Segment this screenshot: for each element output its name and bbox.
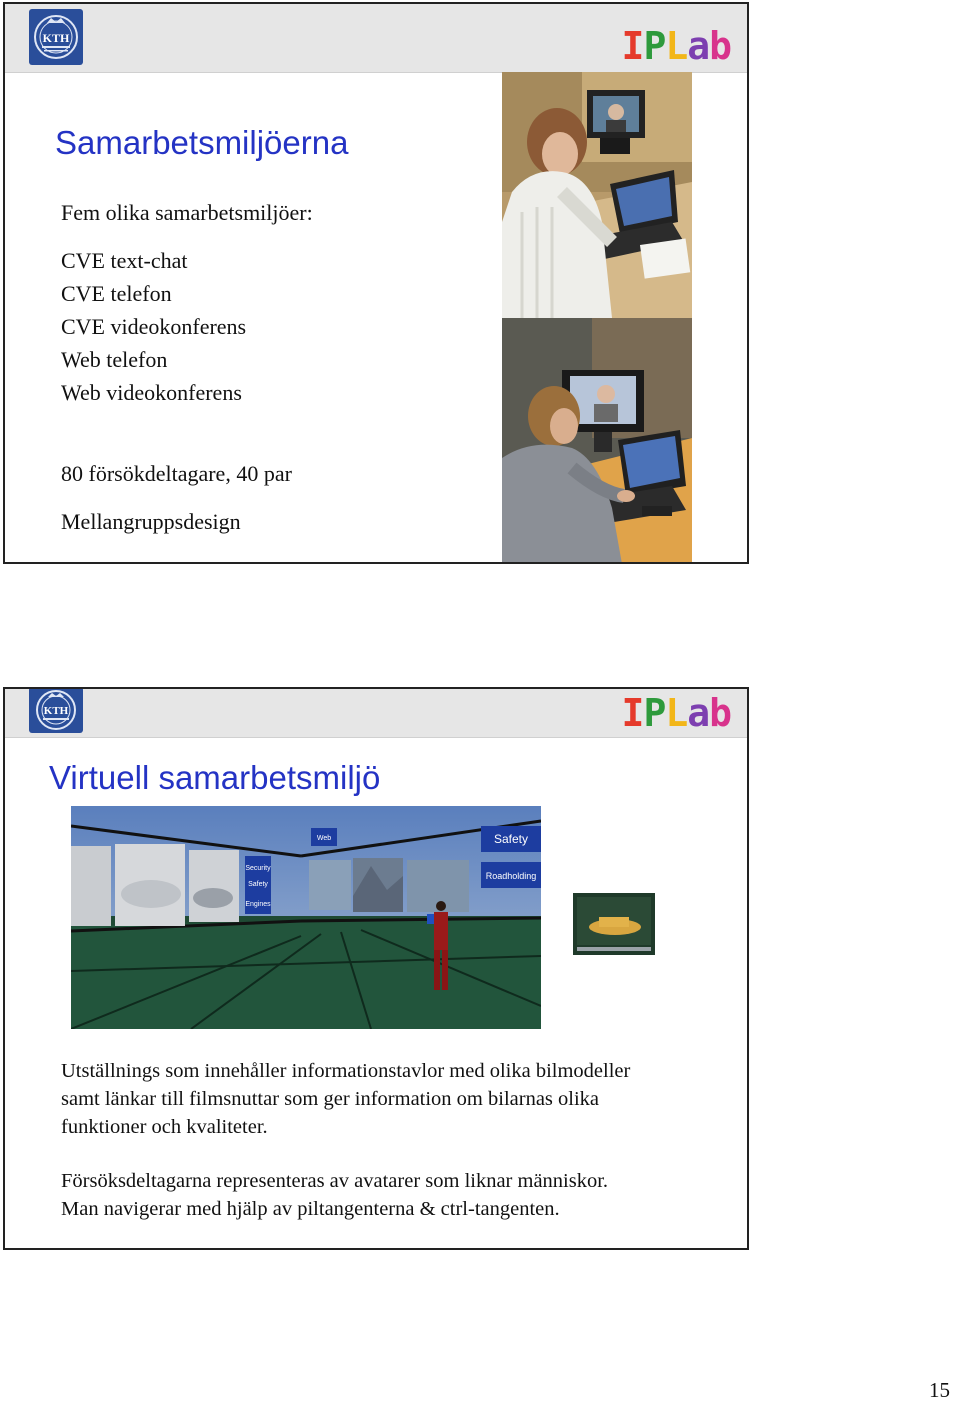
avatar-line: Man navigerar med hjälp av piltangenterna & ctrl-tangenten. — [61, 1198, 560, 1220]
description-line: Utställnings som innehåller informationstavlor med olika bilmodeller — [61, 1060, 631, 1082]
participants-text: 80 försökdeltagare, 40 par — [61, 461, 292, 486]
iplab-letter: I — [621, 24, 644, 68]
scene-label-safety: Safety — [248, 881, 268, 888]
iplab-letter: P — [643, 24, 666, 68]
intro-text: Fem olika samarbetsmiljöer: — [61, 200, 313, 225]
iplab-letter: L — [665, 691, 688, 735]
iplab-logo — [622, 693, 731, 733]
description-line: samt länkar till filmsnuttar som ger information om bilarnas olika — [61, 1088, 600, 1110]
scene-label-roadholding: Roadholding — [485, 871, 537, 881]
iplab-letter: I — [621, 691, 644, 735]
video-clip-thumbnail — [573, 893, 655, 955]
scene-label-security: Security — [245, 865, 271, 872]
iplab-letter: b — [709, 691, 731, 735]
iplab-letter: a — [687, 24, 710, 68]
virtual-environment-image — [71, 806, 541, 1029]
iplab-letter: b — [709, 24, 731, 68]
slide-title: Samarbetsmiljöerna — [55, 124, 349, 161]
slide-samarbetsmiljoerna — [3, 2, 749, 564]
description-line: funktioner och kvaliteter. — [61, 1116, 268, 1138]
scene-label-web: Web — [316, 835, 332, 842]
slide-header — [5, 4, 747, 73]
kth-logo — [29, 9, 83, 65]
slide-title: Virtuell samarbetsmiljö — [49, 759, 381, 796]
iplab-letter: a — [687, 691, 710, 735]
photo-man-at-laptop — [502, 318, 692, 564]
kth-logo-text: KTH — [43, 705, 69, 717]
environment-item: Web telefon — [61, 347, 168, 372]
iplab-letter: L — [665, 24, 688, 68]
environment-item: Web videokonferens — [61, 380, 242, 405]
iplab-letter: P — [643, 691, 666, 735]
description-paragraph — [61, 1057, 630, 1141]
kth-logo — [29, 687, 83, 733]
avatar-paragraph — [61, 1167, 608, 1223]
iplab-logo — [622, 26, 731, 66]
environment-item: CVE telefon — [61, 281, 172, 306]
kth-logo-text: KTH — [42, 31, 70, 45]
scene-label-safety-large: Safety — [493, 832, 529, 846]
design-text: Mellangruppsdesign — [61, 509, 241, 534]
slide-virtuell-samarbetsmiljo — [3, 687, 749, 1250]
avatar-line: Försöksdeltagarna representeras av avatarer som liknar människor. — [61, 1170, 609, 1192]
photo-woman-at-laptop — [502, 72, 692, 318]
environment-item: CVE text-chat — [61, 248, 188, 273]
slide-header — [5, 689, 747, 738]
page-number: 15 — [929, 1378, 950, 1402]
scene-label-engines: Engines — [245, 901, 271, 908]
environment-item: CVE videokonferens — [61, 314, 247, 339]
